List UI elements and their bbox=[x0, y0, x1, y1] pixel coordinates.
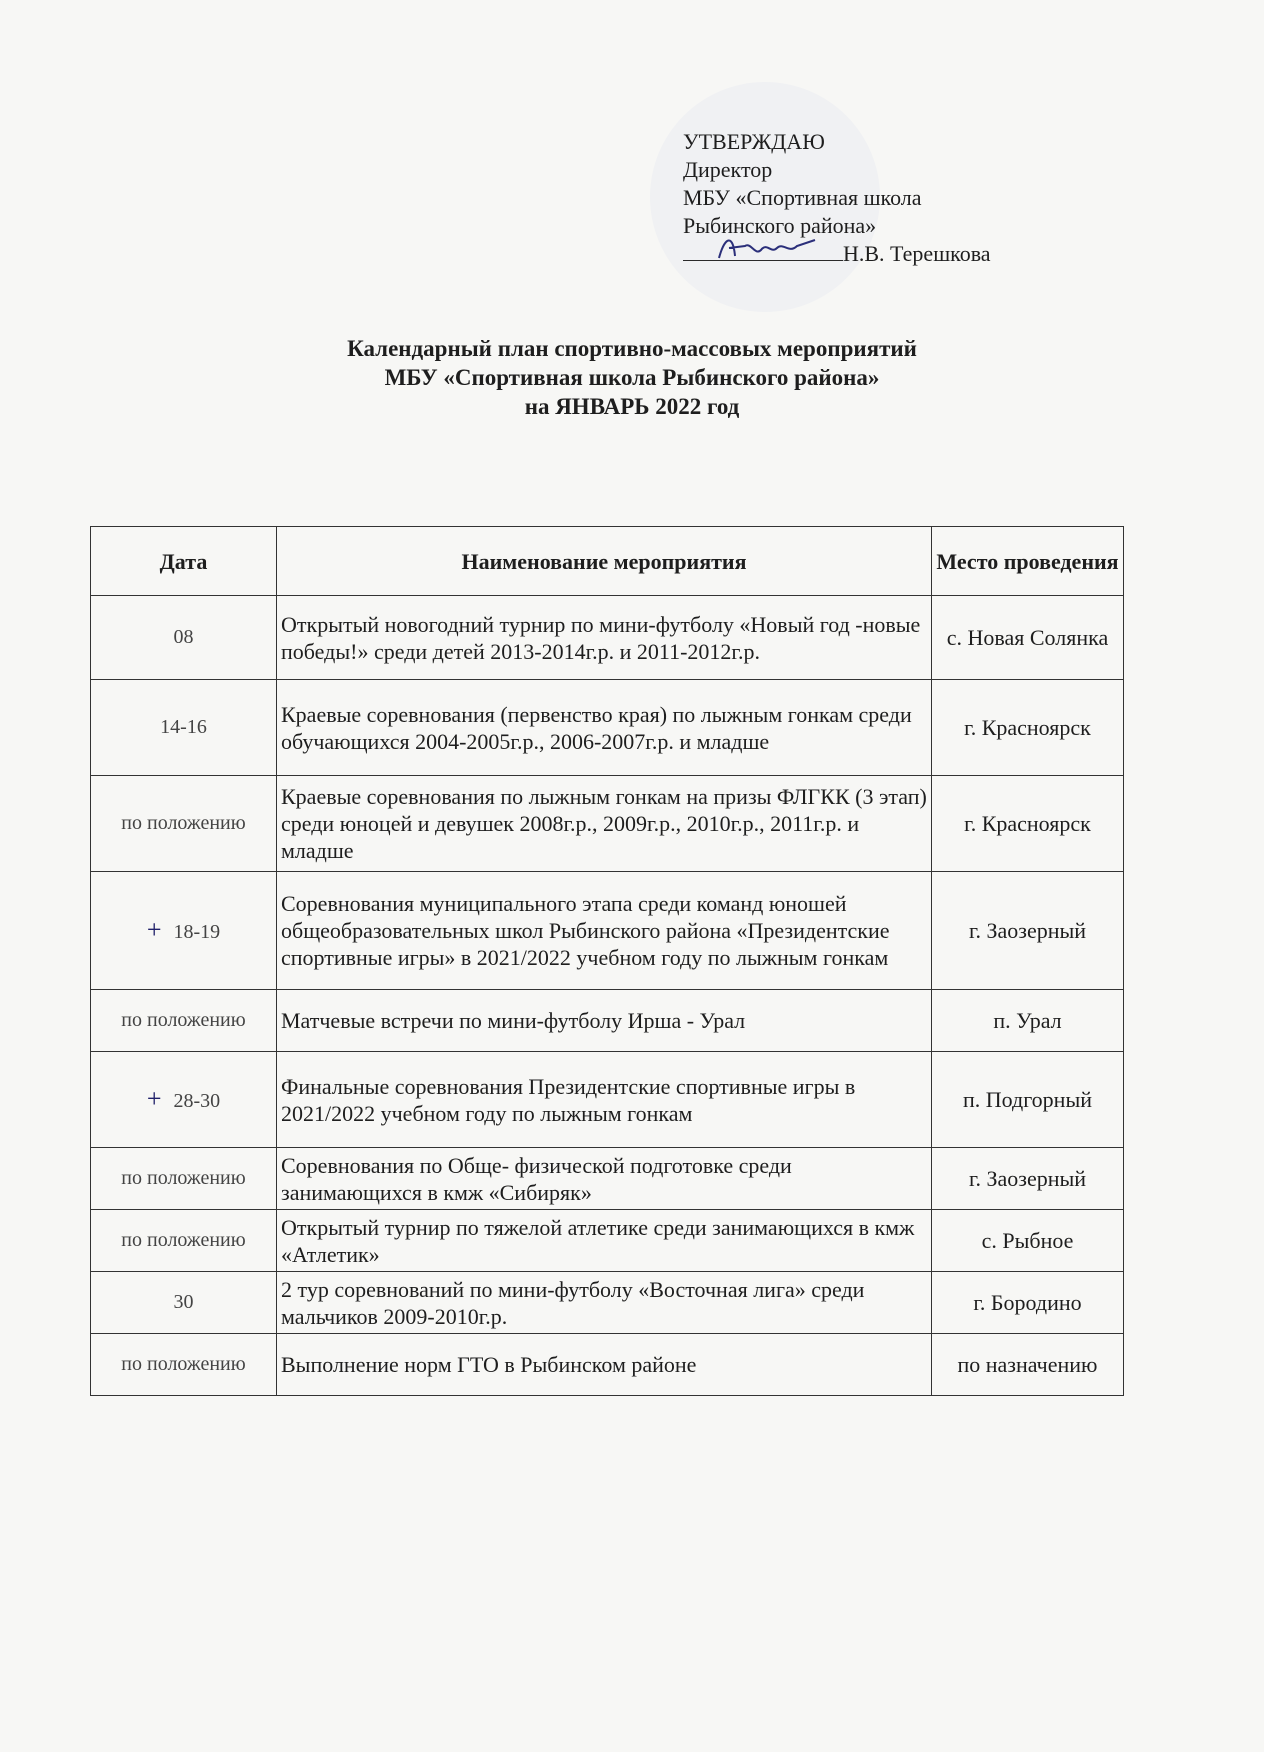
event-place: г. Бородино bbox=[932, 1272, 1124, 1334]
signature-line bbox=[683, 240, 1043, 268]
event-name: Выполнение норм ГТО в Рыбинском районе bbox=[277, 1334, 932, 1396]
event-date-text: 14-16 bbox=[160, 716, 207, 738]
handwritten-mark: + bbox=[146, 1083, 162, 1113]
table-row bbox=[91, 872, 1124, 990]
approval-org-line2: Рыбинского района» bbox=[683, 213, 877, 238]
event-date bbox=[91, 1334, 277, 1396]
event-name: Соревнования муниципального этапа среди команд юношей общеобразовательных школ Рыбинского района «Президентские спортивные игры» в 2021/2022 учебном году по лыжным гонкам bbox=[277, 872, 932, 990]
approval-block bbox=[683, 128, 1043, 268]
table-row bbox=[91, 1334, 1124, 1396]
approval-position: Директор bbox=[683, 157, 773, 182]
title-line2: МБУ «Спортивная школа Рыбинского района» bbox=[384, 365, 880, 390]
event-date-text: 18-19 bbox=[173, 920, 221, 943]
event-date-text: по положению bbox=[121, 812, 246, 834]
header-date: Дата bbox=[91, 527, 277, 596]
handwritten-signature bbox=[711, 228, 821, 268]
event-place: п. Подгорный bbox=[932, 1052, 1124, 1148]
header-name: Наименование мероприятия bbox=[277, 527, 932, 596]
events-table bbox=[90, 526, 1124, 1396]
signature-underline bbox=[683, 240, 843, 261]
event-place: г. Заозерный bbox=[932, 1148, 1124, 1210]
event-name: Краевые соревнования (первенство края) по лыжным гонкам среди обучающихся 2004-2005г.р., 2006-2007г.р. и младше bbox=[277, 680, 932, 776]
table-body bbox=[91, 596, 1124, 1396]
event-date-text: по положению bbox=[121, 1353, 246, 1375]
event-name: Матчевые встречи по мини-футболу Ирша - Урал bbox=[277, 990, 932, 1052]
event-date bbox=[91, 872, 277, 990]
event-place: с. Рыбное bbox=[932, 1210, 1124, 1272]
event-date-text: по положению bbox=[121, 1167, 246, 1189]
approval-heading: УТВЕРЖДАЮ bbox=[683, 129, 825, 154]
table-row bbox=[91, 596, 1124, 680]
event-name: Открытый турнир по тяжелой атлетике среди занимающихся в кмж «Атлетик» bbox=[277, 1210, 932, 1272]
event-name: Соревнования по Обще- физической подготовке среди занимающихся в кмж «Сибиряк» bbox=[277, 1148, 932, 1210]
handwritten-mark: + bbox=[146, 914, 162, 944]
title-line1: Календарный план спортивно-массовых мероприятий bbox=[347, 336, 917, 361]
event-name: Открытый новогодний турнир по мини-футболу «Новый год -новые победы!» среди детей 2013-2014г.р. и 2011-2012г.р. bbox=[277, 596, 932, 680]
event-date bbox=[91, 1148, 277, 1210]
table-header-row bbox=[91, 527, 1124, 596]
table-row bbox=[91, 1052, 1124, 1148]
table-row bbox=[91, 1272, 1124, 1334]
event-date-text: по положению bbox=[121, 1009, 246, 1031]
signatory-name: Н.В. Терешкова bbox=[843, 241, 991, 266]
event-place: г. Красноярск bbox=[932, 680, 1124, 776]
approval-org-line1: МБУ «Спортивная школа bbox=[683, 185, 922, 210]
event-date-text: 08 bbox=[173, 626, 194, 648]
event-name: Финальные соревнования Президентские спортивные игры в 2021/2022 учебном году по лыжным гонкам bbox=[277, 1052, 932, 1148]
event-place: п. Урал bbox=[932, 990, 1124, 1052]
table-row bbox=[91, 680, 1124, 776]
table-row bbox=[91, 990, 1124, 1052]
event-date-text: по положению bbox=[121, 1229, 246, 1251]
event-place: г. Красноярск bbox=[932, 776, 1124, 872]
event-date bbox=[91, 680, 277, 776]
event-date bbox=[91, 1052, 277, 1148]
event-date bbox=[91, 990, 277, 1052]
event-date-text: 30 bbox=[173, 1291, 194, 1313]
event-date bbox=[91, 1210, 277, 1272]
event-place: с. Новая Солянка bbox=[932, 596, 1124, 680]
table-row bbox=[91, 776, 1124, 872]
event-date bbox=[91, 1272, 277, 1334]
event-place: г. Заозерный bbox=[932, 872, 1124, 990]
event-date bbox=[91, 596, 277, 680]
event-name: Краевые соревнования по лыжным гонкам на призы ФЛГКК (3 этап) среди юноцей и девушек 2008г.р., 2009г.р., 2010г.р., 2011г.р. и младше bbox=[277, 776, 932, 872]
title-line3: на ЯНВАРЬ 2022 год bbox=[524, 394, 740, 419]
header-place: Место проведения bbox=[932, 527, 1124, 596]
event-name: 2 тур соревнований по мини-футболу «Восточная лига» среди мальчиков 2009-2010г.р. bbox=[277, 1272, 932, 1334]
event-date-text: 28-30 bbox=[173, 1089, 221, 1112]
document-title bbox=[0, 334, 1264, 421]
table-row bbox=[91, 1210, 1124, 1272]
event-place: по назначению bbox=[932, 1334, 1124, 1396]
table-row bbox=[91, 1148, 1124, 1210]
event-date bbox=[91, 776, 277, 872]
